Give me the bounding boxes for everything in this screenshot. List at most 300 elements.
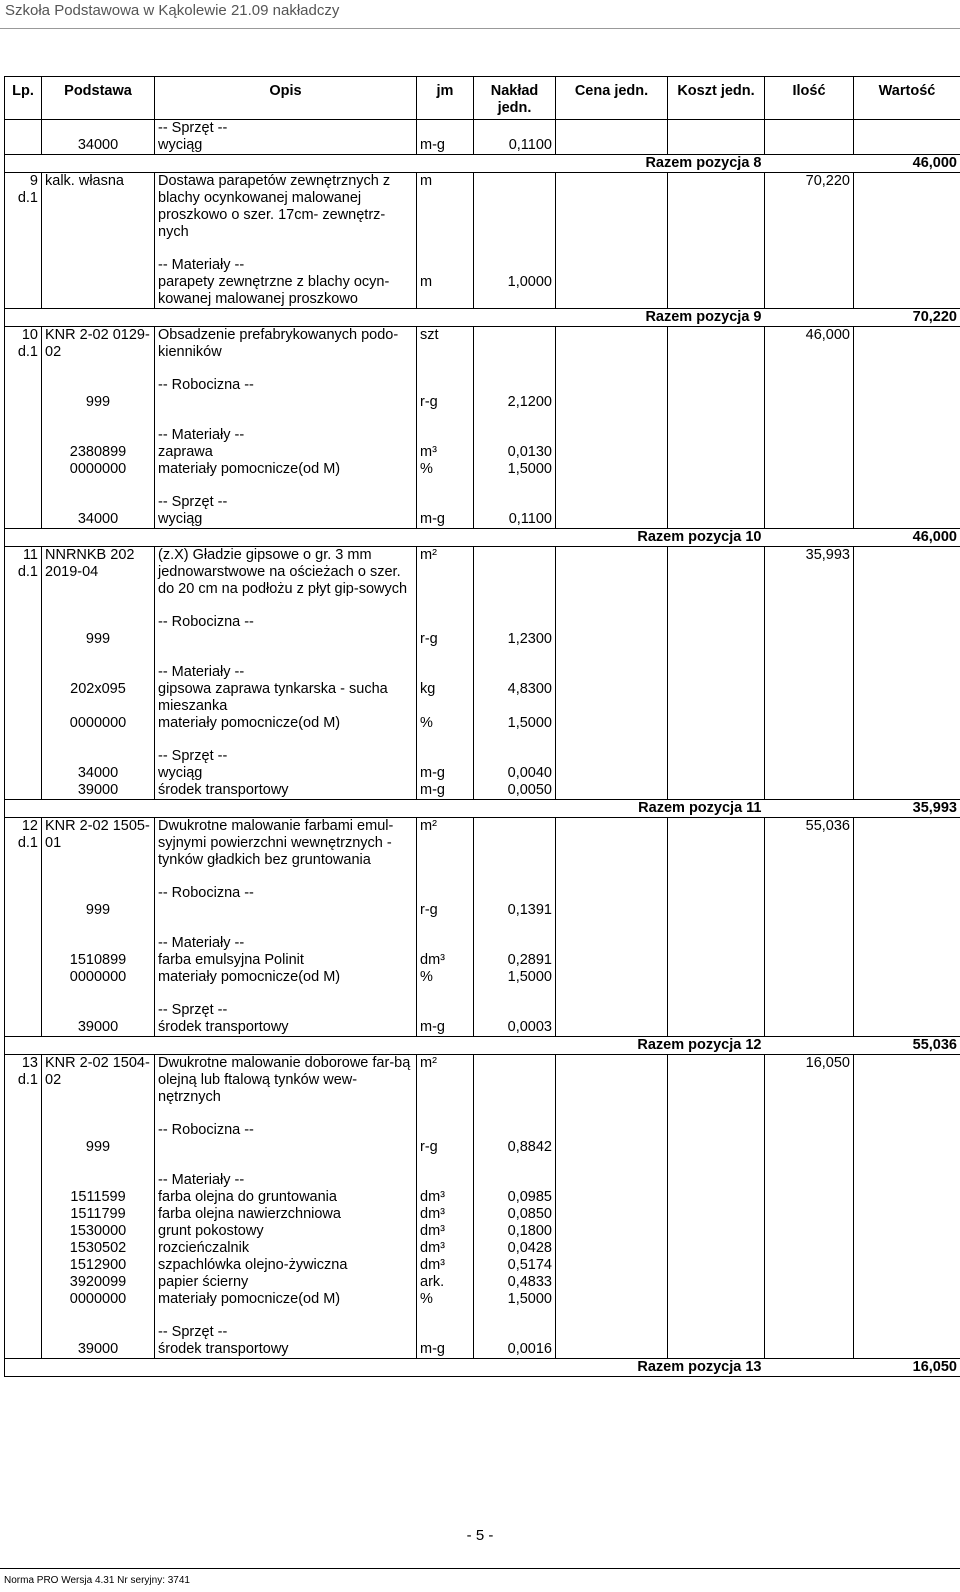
- empty-cell: [556, 137, 668, 155]
- resource-unit: r-g: [417, 394, 474, 411]
- empty-cell: [474, 1156, 556, 1172]
- empty-cell: [417, 494, 474, 511]
- empty-cell: [417, 1106, 474, 1122]
- empty-cell: [556, 782, 668, 800]
- empty-cell: [765, 631, 854, 648]
- empty-cell: [765, 919, 854, 935]
- empty-cell: [474, 1172, 556, 1189]
- spacer-row: [5, 986, 960, 1002]
- podstawa-cell: [42, 427, 155, 444]
- resource-unit: %: [417, 461, 474, 478]
- spacer-row: [5, 598, 960, 614]
- resource-name: materiały pomocnicze(od M): [155, 715, 417, 732]
- position-total-value: 35,993: [765, 800, 960, 818]
- empty-cell: [765, 869, 854, 885]
- empty-cell: [474, 377, 556, 394]
- empty-cell: [668, 732, 765, 748]
- empty-cell: [556, 1324, 668, 1341]
- empty-cell: [668, 494, 765, 511]
- empty-cell: [42, 411, 155, 427]
- empty-cell: [556, 919, 668, 935]
- empty-cell: [765, 511, 854, 529]
- empty-cell: [417, 1122, 474, 1139]
- resource-row: [5, 1257, 960, 1274]
- resource-unit: dm³: [417, 1206, 474, 1223]
- resource-norm: 1,5000: [474, 715, 556, 732]
- position-row: [5, 818, 960, 870]
- empty-cell: [556, 1274, 668, 1291]
- empty-cell: [765, 664, 854, 681]
- position-lp: 10: [21, 327, 38, 343]
- empty-cell: [854, 902, 960, 919]
- empty-cell: [854, 511, 960, 529]
- empty-cell: [556, 444, 668, 461]
- podstawa-cell: [42, 1172, 155, 1189]
- empty-cell: [474, 1055, 556, 1107]
- position-basis: KNR 2-02 0129-02: [42, 327, 155, 362]
- empty-cell: [556, 173, 668, 242]
- empty-cell: [556, 664, 668, 681]
- empty-cell: [474, 427, 556, 444]
- empty-cell: [765, 120, 854, 138]
- resource-unit: %: [417, 715, 474, 732]
- resource-code: 0000000: [42, 461, 155, 478]
- empty-cell: [556, 478, 668, 494]
- resource-unit: dm³: [417, 1223, 474, 1240]
- empty-cell: [474, 411, 556, 427]
- resource-code: 34000: [42, 137, 155, 155]
- cost-estimate-table: [4, 76, 960, 1377]
- empty-cell: [668, 782, 765, 800]
- empty-cell: [5, 478, 42, 494]
- empty-cell: [668, 1240, 765, 1257]
- empty-cell: [854, 664, 960, 681]
- empty-cell: [556, 1172, 668, 1189]
- resource-norm: 1,5000: [474, 969, 556, 986]
- empty-cell: [854, 631, 960, 648]
- empty-cell: [854, 547, 960, 599]
- empty-cell: [668, 1274, 765, 1291]
- resource-unit: dm³: [417, 1257, 474, 1274]
- empty-cell: [765, 1257, 854, 1274]
- resource-code: 999: [42, 631, 155, 648]
- empty-cell: [556, 461, 668, 478]
- empty-cell: [668, 935, 765, 952]
- empty-cell: [417, 748, 474, 765]
- empty-cell: [668, 1139, 765, 1156]
- col-wartosc: Wartość: [854, 77, 960, 120]
- empty-cell: [765, 394, 854, 411]
- empty-cell: [474, 614, 556, 631]
- empty-cell: [474, 732, 556, 748]
- resource-unit: %: [417, 969, 474, 986]
- empty-cell: [765, 361, 854, 377]
- empty-cell: [854, 969, 960, 986]
- empty-cell: [668, 765, 765, 782]
- position-total-label: Razem pozycja 8: [5, 155, 765, 173]
- resource-unit: dm³: [417, 1240, 474, 1257]
- category-label: -- Materiały --: [155, 427, 417, 444]
- empty-cell: [765, 1019, 854, 1037]
- resource-norm: 2,1200: [474, 394, 556, 411]
- page-number: - 5 -: [466, 1527, 494, 1544]
- empty-cell: [765, 782, 854, 800]
- position-total-label: Razem pozycja 12: [5, 1037, 765, 1055]
- position-basis: kalk. własna: [42, 173, 155, 242]
- resource-code: 0000000: [42, 969, 155, 986]
- empty-cell: [668, 377, 765, 394]
- resource-norm: 1,0000: [474, 274, 556, 309]
- resource-code: 2380899: [42, 444, 155, 461]
- empty-cell: [417, 1156, 474, 1172]
- resource-name: [155, 394, 417, 411]
- resource-norm: 1,2300: [474, 631, 556, 648]
- empty-cell: [474, 361, 556, 377]
- empty-cell: [668, 1341, 765, 1359]
- empty-cell: [668, 427, 765, 444]
- empty-cell: [417, 919, 474, 935]
- empty-cell: [155, 919, 417, 935]
- resource-row: [5, 1139, 960, 1156]
- resource-row: [5, 782, 960, 800]
- resource-norm: 0,0130: [474, 444, 556, 461]
- resource-unit: %: [417, 1291, 474, 1308]
- empty-cell: [765, 885, 854, 902]
- resource-code: 999: [42, 902, 155, 919]
- lp-cell: [5, 511, 42, 529]
- lp-cell: [5, 494, 42, 511]
- lp-cell: [5, 885, 42, 902]
- empty-cell: [765, 732, 854, 748]
- empty-cell: [854, 444, 960, 461]
- empty-cell: [5, 598, 42, 614]
- empty-cell: [417, 614, 474, 631]
- lp-cell: [5, 765, 42, 782]
- empty-cell: [668, 394, 765, 411]
- empty-cell: [765, 377, 854, 394]
- resource-unit: r-g: [417, 1139, 474, 1156]
- resource-unit: dm³: [417, 952, 474, 969]
- empty-cell: [474, 494, 556, 511]
- empty-cell: [417, 732, 474, 748]
- spacer-row: [5, 869, 960, 885]
- empty-cell: [556, 241, 668, 257]
- empty-cell: [5, 411, 42, 427]
- empty-cell: [42, 869, 155, 885]
- empty-cell: [556, 1156, 668, 1172]
- category-label: -- Sprzęt --: [155, 1324, 417, 1341]
- position-number: [5, 547, 42, 599]
- empty-cell: [854, 952, 960, 969]
- resource-code: 1530000: [42, 1223, 155, 1240]
- lp-cell: [5, 1223, 42, 1240]
- resource-code: 202x095: [42, 681, 155, 715]
- empty-cell: [5, 869, 42, 885]
- empty-cell: [854, 715, 960, 732]
- resource-norm: 1,5000: [474, 461, 556, 478]
- lp-cell: [5, 1019, 42, 1037]
- resource-unit: m-g: [417, 1019, 474, 1037]
- podstawa-cell: [42, 377, 155, 394]
- empty-cell: [155, 1156, 417, 1172]
- empty-cell: [668, 748, 765, 765]
- empty-cell: [668, 614, 765, 631]
- empty-cell: [668, 715, 765, 732]
- empty-cell: [556, 902, 668, 919]
- empty-cell: [765, 1324, 854, 1341]
- empty-cell: [474, 120, 556, 138]
- empty-cell: [668, 869, 765, 885]
- empty-cell: [474, 648, 556, 664]
- lp-cell: [5, 664, 42, 681]
- empty-cell: [765, 1274, 854, 1291]
- empty-cell: [5, 648, 42, 664]
- empty-cell: [556, 120, 668, 138]
- lp-cell: [5, 681, 42, 715]
- lp-cell: [5, 1291, 42, 1308]
- category-row: [5, 1172, 960, 1189]
- lp-cell: [5, 1257, 42, 1274]
- empty-cell: [556, 748, 668, 765]
- resource-norm: 0,5174: [474, 1257, 556, 1274]
- empty-cell: [556, 1189, 668, 1206]
- empty-cell: [854, 274, 960, 309]
- empty-cell: [474, 935, 556, 952]
- category-label: -- Sprzęt --: [155, 1002, 417, 1019]
- resource-row: [5, 394, 960, 411]
- empty-cell: [155, 1308, 417, 1324]
- position-quantity: 35,993: [765, 547, 854, 599]
- empty-cell: [765, 648, 854, 664]
- resource-code: [42, 274, 155, 309]
- empty-cell: [668, 1002, 765, 1019]
- resource-unit: m-g: [417, 137, 474, 155]
- empty-cell: [42, 732, 155, 748]
- empty-cell: [668, 969, 765, 986]
- position-number: [5, 173, 42, 242]
- empty-cell: [854, 732, 960, 748]
- empty-cell: [668, 361, 765, 377]
- podstawa-cell: [42, 748, 155, 765]
- empty-cell: [556, 327, 668, 362]
- lp-cell: [5, 274, 42, 309]
- position-row: [5, 327, 960, 362]
- resource-name: rozcieńczalnik: [155, 1240, 417, 1257]
- empty-cell: [556, 377, 668, 394]
- resource-name: [155, 902, 417, 919]
- resource-code: 1530502: [42, 1240, 155, 1257]
- empty-cell: [854, 935, 960, 952]
- col-naklad: Nakład jedn.: [474, 77, 556, 120]
- empty-cell: [556, 631, 668, 648]
- empty-cell: [765, 1122, 854, 1139]
- empty-cell: [765, 461, 854, 478]
- position-quantity: 55,036: [765, 818, 854, 870]
- position-total-label: Razem pozycja 13: [5, 1359, 765, 1377]
- position-total-row: [5, 309, 960, 327]
- category-row: [5, 257, 960, 274]
- resource-row: [5, 902, 960, 919]
- category-row: [5, 377, 960, 394]
- category-row: [5, 885, 960, 902]
- category-row: [5, 1324, 960, 1341]
- resource-norm: 1,5000: [474, 1291, 556, 1308]
- lp-cell: [5, 1139, 42, 1156]
- empty-cell: [854, 241, 960, 257]
- empty-cell: [474, 818, 556, 870]
- empty-cell: [854, 598, 960, 614]
- category-row: [5, 614, 960, 631]
- resource-row: [5, 511, 960, 529]
- spacer-row: [5, 1308, 960, 1324]
- empty-cell: [854, 1055, 960, 1107]
- lp-cell: [5, 394, 42, 411]
- empty-cell: [668, 173, 765, 242]
- empty-cell: [854, 1106, 960, 1122]
- empty-cell: [854, 818, 960, 870]
- resource-row: [5, 631, 960, 648]
- empty-cell: [155, 598, 417, 614]
- resource-norm: 0,8842: [474, 1139, 556, 1156]
- lp-cell: [5, 1002, 42, 1019]
- empty-cell: [668, 919, 765, 935]
- empty-cell: [668, 1122, 765, 1139]
- empty-cell: [765, 748, 854, 765]
- resource-norm: 0,1100: [474, 511, 556, 529]
- resource-norm: 0,0985: [474, 1189, 556, 1206]
- position-lp-suffix: d.1: [17, 190, 38, 206]
- empty-cell: [556, 885, 668, 902]
- empty-cell: [854, 919, 960, 935]
- spacer-row: [5, 411, 960, 427]
- empty-cell: [854, 1002, 960, 1019]
- empty-cell: [155, 361, 417, 377]
- resource-name: farba emulsyjna Polinit: [155, 952, 417, 969]
- resource-code: 3920099: [42, 1274, 155, 1291]
- position-lp: 12: [21, 818, 38, 834]
- empty-cell: [854, 257, 960, 274]
- empty-cell: [417, 241, 474, 257]
- podstawa-cell: [42, 664, 155, 681]
- spacer-row: [5, 241, 960, 257]
- position-row: [5, 547, 960, 599]
- empty-cell: [474, 1106, 556, 1122]
- empty-cell: [5, 361, 42, 377]
- empty-cell: [556, 818, 668, 870]
- empty-cell: [5, 919, 42, 935]
- empty-cell: [854, 120, 960, 138]
- empty-cell: [42, 1156, 155, 1172]
- resource-row: [5, 1240, 960, 1257]
- category-row: [5, 427, 960, 444]
- resource-norm: 0,0850: [474, 1206, 556, 1223]
- empty-cell: [765, 969, 854, 986]
- category-label: -- Materiały --: [155, 1172, 417, 1189]
- position-total-label: Razem pozycja 9: [5, 309, 765, 327]
- empty-cell: [556, 935, 668, 952]
- empty-cell: [474, 478, 556, 494]
- position-lp: 11: [22, 547, 38, 563]
- empty-cell: [765, 494, 854, 511]
- resource-code: 1511599: [42, 1189, 155, 1206]
- empty-cell: [42, 919, 155, 935]
- position-unit: m²: [417, 547, 474, 599]
- resource-row: [5, 765, 960, 782]
- empty-cell: [765, 598, 854, 614]
- resource-row: [5, 1274, 960, 1291]
- resource-code: 1510899: [42, 952, 155, 969]
- col-opis: Opis: [155, 77, 417, 120]
- empty-cell: [854, 137, 960, 155]
- empty-cell: [765, 1172, 854, 1189]
- resource-code: 34000: [42, 765, 155, 782]
- lp-cell: [5, 782, 42, 800]
- footer-divider: [0, 1568, 960, 1569]
- position-description: Dostawa parapetów zewnętrznych z blachy ocynkowanej malowanej proszkowo o szer. 17cm- zewnętrz-nych: [155, 173, 417, 242]
- empty-cell: [42, 648, 155, 664]
- position-lp-suffix: d.1: [17, 835, 38, 851]
- empty-cell: [417, 120, 474, 138]
- category-label: -- Robocizna --: [155, 614, 417, 631]
- empty-cell: [854, 1223, 960, 1240]
- empty-cell: [765, 1106, 854, 1122]
- lp-cell: [5, 1172, 42, 1189]
- empty-cell: [854, 1156, 960, 1172]
- empty-cell: [5, 1106, 42, 1122]
- empty-cell: [668, 1291, 765, 1308]
- empty-cell: [668, 461, 765, 478]
- resource-unit: dm³: [417, 1189, 474, 1206]
- empty-cell: [854, 765, 960, 782]
- resource-unit: m-g: [417, 765, 474, 782]
- category-label: -- Materiały --: [155, 664, 417, 681]
- category-row: [5, 748, 960, 765]
- position-description: Dwukrotne malowanie farbami emul-syjnymi powierzchni wewnętrznych - tynków gładkich bez gruntowania: [155, 818, 417, 870]
- empty-cell: [556, 986, 668, 1002]
- empty-cell: [417, 1002, 474, 1019]
- resource-code: 999: [42, 394, 155, 411]
- empty-cell: [42, 598, 155, 614]
- position-quantity: 16,050: [765, 1055, 854, 1107]
- empty-cell: [765, 1341, 854, 1359]
- position-total-value: 46,000: [765, 155, 960, 173]
- position-lp-suffix: d.1: [17, 344, 38, 360]
- position-row: [5, 173, 960, 242]
- empty-cell: [668, 986, 765, 1002]
- empty-cell: [556, 547, 668, 599]
- lp-cell: [5, 120, 42, 138]
- empty-cell: [42, 478, 155, 494]
- empty-cell: [854, 885, 960, 902]
- empty-cell: [765, 1139, 854, 1156]
- empty-cell: [155, 986, 417, 1002]
- empty-cell: [668, 1106, 765, 1122]
- lp-cell: [5, 969, 42, 986]
- spacer-row: [5, 361, 960, 377]
- position-unit: szt: [417, 327, 474, 362]
- empty-cell: [556, 1206, 668, 1223]
- resource-row: [5, 952, 960, 969]
- resource-name: wyciąg: [155, 137, 417, 155]
- col-koszt: Koszt jedn.: [668, 77, 765, 120]
- resource-row: [5, 1223, 960, 1240]
- empty-cell: [474, 598, 556, 614]
- empty-cell: [556, 511, 668, 529]
- resource-name: materiały pomocnicze(od M): [155, 969, 417, 986]
- empty-cell: [765, 1156, 854, 1172]
- empty-cell: [668, 241, 765, 257]
- empty-cell: [556, 494, 668, 511]
